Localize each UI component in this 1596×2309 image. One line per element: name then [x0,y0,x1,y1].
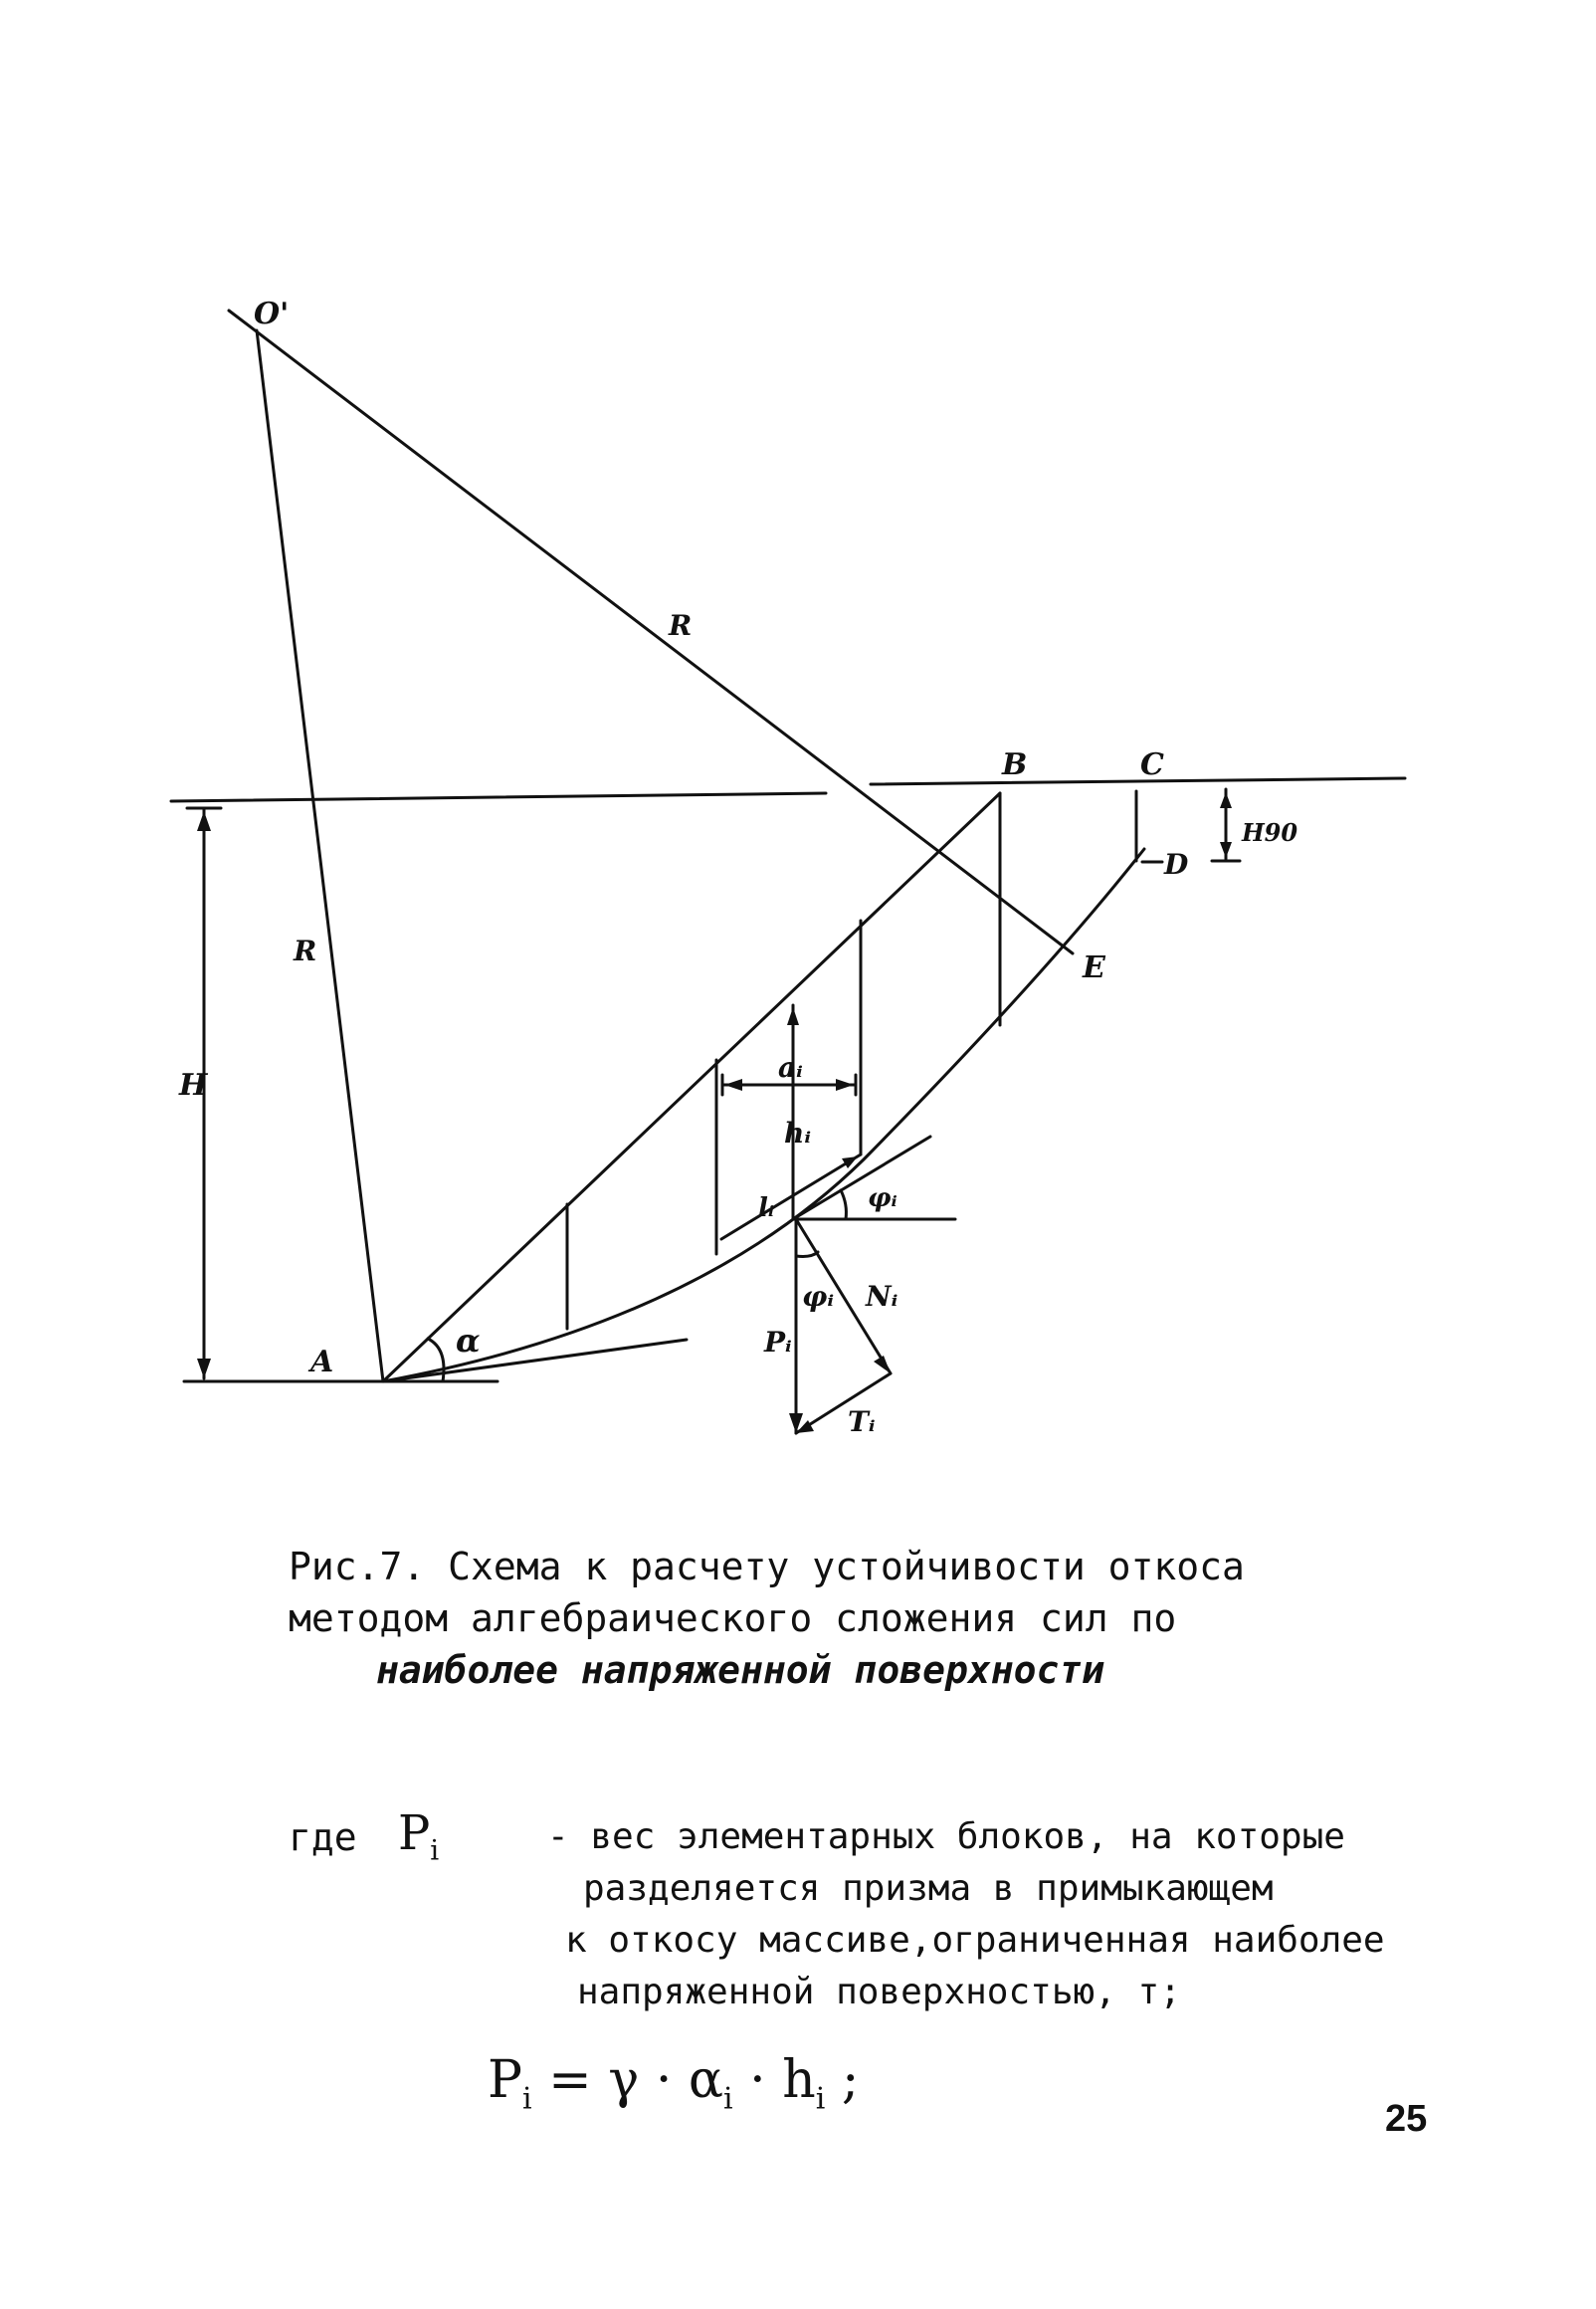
label-ai: aᵢ [778,1051,803,1084]
formula-tail: ; [825,2050,860,2110]
label-li: lᵢ [758,1193,775,1223]
definition-text [547,1811,1502,2018]
formula-rhs: = γ · α [548,2050,724,2110]
label-E: E [1083,950,1105,985]
ni-arrowhead [874,1356,891,1373]
caption-line-2: методом алгебраического сложения сил по [289,1596,1177,1640]
label-R-top: R [669,609,693,642]
label-alpha: α [456,1322,481,1360]
definition-line-2: разделяется призма в примыкающем [583,1868,1274,1909]
label-H: H [179,1068,208,1103]
label-H90: H90 [1242,818,1298,847]
label-Pi: Pᵢ [764,1326,792,1359]
label-R-left: R [294,935,317,967]
ground-line-top-left [171,793,826,801]
caption-line-1: Рис.7. Схема к расчету устойчивости откоса [289,1545,1245,1588]
caption-line-3: наиболее напряженной поверхности [376,1648,1105,1692]
definition-line-4: напряженной поверхностью, т; [577,1972,1181,2012]
phi-angle-arc-right [841,1190,846,1219]
formula-rhs-sub1: i [723,2081,733,2117]
formula-lhs: P [488,2050,522,2110]
formula-rhs-sub2: i [815,2081,826,2117]
label-hi: hᵢ [784,1117,812,1150]
weight-formula [488,2050,859,2116]
definition-line-1: - вес элементарных блоков, на которые [547,1816,1345,1857]
li-dim-line [721,1154,861,1239]
formula-lhs-sub: i [522,2081,532,2117]
label-C: C [1140,747,1164,782]
label-Ni: Nᵢ [866,1280,898,1313]
page-number: 25 [1385,2098,1428,2140]
label-O: O' [254,297,290,331]
ground-line-top-right [871,778,1405,784]
definition-symbol-sub: i [430,1833,440,1867]
force-Ti-arrow [796,1373,891,1433]
label-B: B [1002,747,1028,782]
figure-caption [289,1541,1383,1696]
ai-arrow-right [836,1079,854,1091]
label-A: A [310,1345,334,1379]
h90-arrow-bottom [1220,842,1232,858]
label-D: D [1164,848,1189,881]
label-Ti: Tᵢ [848,1405,876,1438]
slope-face-AB [383,793,1000,1381]
label-phi-bottom: φᵢ [802,1280,835,1313]
radius-line-to-E [229,311,1073,953]
hi-arrow-top [787,1007,799,1025]
where-word: где [289,1815,357,1859]
formula-rhs-mid: · h [732,2050,816,2110]
radius-line-to-A [257,330,383,1381]
h-dim-arrow-top [197,811,211,831]
label-phi-right: φᵢ [868,1183,898,1213]
phi-angle-arc-bottom [796,1252,818,1257]
definition-symbol-letter: P [398,1805,431,1861]
h-dim-arrow-bottom [197,1359,211,1378]
definition-symbol [398,1807,439,1877]
ai-arrow-left [724,1079,742,1091]
definition-line-3: к откосу массиве,ограниченная наиболее [565,1920,1385,1961]
slip-surface-curve [383,849,1144,1381]
h90-arrow-top [1220,792,1232,808]
